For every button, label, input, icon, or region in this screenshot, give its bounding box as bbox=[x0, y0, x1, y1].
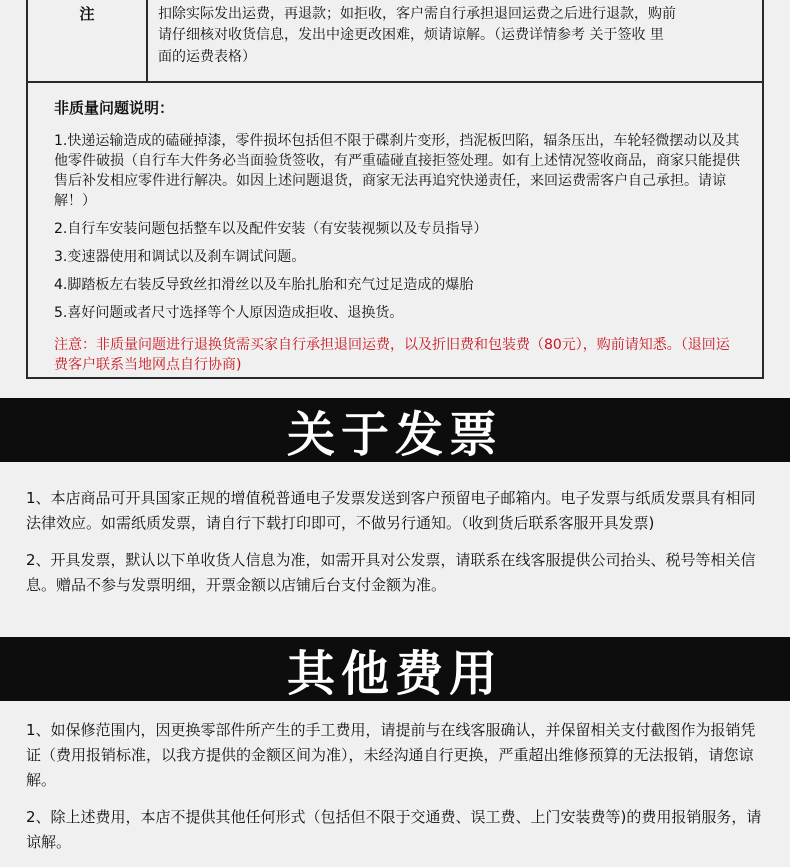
other-fees-paragraph-2: 2、除上述费用，本店不提供其他任何形式（包括但不限于交通费、误工费、上门安装费等)的费用报销服务，请谅解。 bbox=[26, 808, 762, 851]
non-quality-item-5: 5.喜好问题或者尺寸选择等个人原因造成拒收、退换货。 bbox=[54, 305, 404, 321]
note-line: 扣除实际发出运费，再退款；如拒收，客户需自行承担退回运费之后进行退款，购前 bbox=[158, 5, 676, 22]
non-quality-title: 非质量问题说明： bbox=[54, 99, 175, 117]
non-quality-item-3: 3.变速器使用和调试以及刹车调试问题。 bbox=[54, 249, 306, 265]
other-fees-paragraph-1: 1、如保修范围内，因更换零部件所产生的手工费用，请提前与在线客服确认，并保留相关支付截图作为报销凭证（费用报销标准，以我方提供的金额区间为准），未经沟通自行更换，严重超出维修预算的无法报销，请您谅解。 bbox=[26, 721, 756, 789]
non-quality-warning: 注意：非质量问题进行退换货需买家自行承担退回运费，以及折旧费和包装费（80元），购前请知悉。（退回运费客户联系当地网点自行协商) bbox=[54, 337, 730, 373]
note-table bbox=[26, 0, 764, 83]
note-line: 面的运费表格） bbox=[158, 48, 256, 65]
other-fees-banner-title: 其他费用 bbox=[286, 645, 503, 702]
invoice-paragraph-2: 2、开具发票，默认以下单收货人信息为准，如需开具对公发票，请联系在线客服提供公司抬头、税号等相关信息。赠品不参与发票明细，开票金额以店铺后台支付金额为准。 bbox=[26, 551, 756, 594]
non-quality-item-4: 4.脚踏板左右装反导致丝扣滑丝以及车胎扎胎和充气过足造成的爆胎 bbox=[54, 277, 474, 293]
note-label: 注 bbox=[28, 0, 148, 81]
non-quality-box bbox=[26, 83, 764, 379]
other-fees-banner bbox=[0, 637, 790, 701]
invoice-banner-title: 关于发票 bbox=[286, 406, 503, 463]
note-line bbox=[158, 0, 752, 4]
note-text bbox=[148, 0, 762, 81]
non-quality-item-1: 1.快递运输造成的磕碰掉漆，零件损坏包括但不限于碟刹片变形，挡泥板凹陷，辐条压出，车轮轻微摆动以及其他零件破损（自行车大件务必当面验货签收，有严重磕碰直接拒签处理。如有上述情况签收商品，商家只能提供售后补发相应零件进行解决。如因上述问题退货，商家无法再追究快递责任，来回运费需客户自己承担。请谅解！） bbox=[54, 133, 740, 209]
invoice-paragraph-1: 1、本店商品可开具国家正规的增值税普通电子发票发送到客户预留电子邮箱内。电子发票与纸质发票具有相同法律效应。如需纸质发票，请自行下载打印即可，不做另行通知。（收到货后联系客服开具发票) bbox=[26, 489, 756, 532]
invoice-banner bbox=[0, 398, 790, 462]
invoice-section bbox=[26, 486, 770, 610]
note-line: 请仔细核对收货信息，发出中途更改困难，烦请谅解。（运费详情参考 关于签收 里 bbox=[158, 27, 664, 43]
other-fees-section bbox=[26, 718, 770, 867]
non-quality-item-2: 2.自行车安装问题包括整车以及配件安装（有安装视频以及专员指导） bbox=[54, 221, 488, 237]
